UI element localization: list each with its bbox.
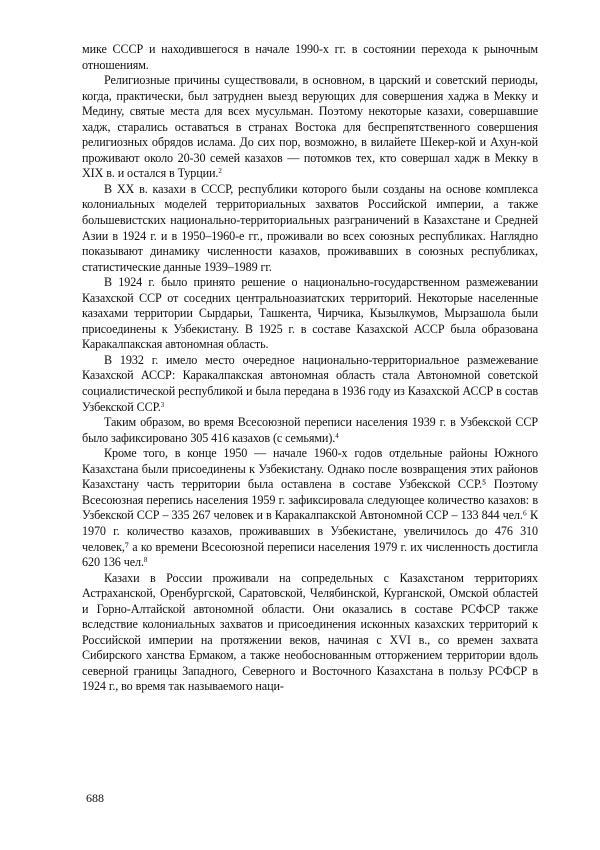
paragraph: Кроме того, в конце 1950 — начале 1960-х годов отдельные районы Южного Казахстана были присоединены к Узбекистану. Однако после возвращения этих районов Казахстану часть территории была оставлена в составе Узбекской ССР.⁵ Поэтому Всесоюзная перепись населения 1959 г. зафиксировала следующее количество казахов: в Узбекской ССР – 335 267 человек и в Каракалпакской Автономной ССР – 133 844 чел.⁶ К 1970 г. количество казахов, проживавших в Узбекистане, увеличилось до 476 310 человек,⁷ а ко времени Всесоюзной переписи населения 1979 г. их численность достигла 620 136 чел.$^8$ xyxy=(82,446,538,570)
paragraph: Религиозные причины существовали, в основном, в царский и советский периоды, когда, практически, был затруднен выезд верующих для совершения хаджа в Мекку и Медину, святые места для всех мусульман. Поэтому некоторые казахи, совершавшие хадж, старались оставаться в странах Востока для беспрепятственного совершения религиозных обрядов ислама. До сих пор, возможно, в вилайете Шекер-кой и Ахун-кой проживают около 20-30 семей казахов — потомков тех, кто совершал хадж в Мекку в XIX в. и остался в Турции.$^2$ xyxy=(82,73,538,181)
paragraph: В XX в. казахи в СССР, республики которого были созданы на основе комплекса колониальных моделей территориальных захватов Российской империи, а также большевистских национально-территориальных разграничений в Казахстане и Средней Азии в 1924 г. и в 1950–1960-е гг., проживали во всех союзных республиках. Наглядно показывают динамику численности казахов, проживавших в союзных республиках, статистические данные 1939–1989 гг. xyxy=(82,181,538,274)
footnote-ref: 3 xyxy=(160,400,165,409)
paragraph: мике СССР и находившегося в начале 1990-х гг. в состоянии перехода к рыночным отношениям. xyxy=(82,42,538,72)
paragraph: Казахи в России проживали на сопредельных с Казахстаном территориях Астраханской, Оренбургской, Саратовской, Челябинской, Курганской, Омской областей и Горно-Алтайской автономной области. Они оказались в составе РСФСР также вследствие колониальных захватов и присоединения исконных казахских территорий к Российской империи на протяжении веков, начиная с XVI в., со времен захвата Сибирского ханства Ермаком, а также необоснованным отторжением территории вдоль северной границы Западного, Северного и Восточного Казахстана в пользу РСФСР в 1924 г., во время так называемого наци- xyxy=(82,570,538,694)
footnote-ref: 8 xyxy=(143,556,148,565)
page-number: 688 xyxy=(86,791,104,805)
paragraph: Таким образом, во время Всесоюзной переписи населения 1939 г. в Узбекской ССР было зафиксировано 305 416 казахов (с семьями).$^4$ xyxy=(82,415,538,445)
paragraph: В 1932 г. имело место очередное национально-территориальное размежевание Казахской АССР: Каракалпакская автономная область стала Автономной советской социалистической республикой и была передана в 1936 году из Казахской АССР в состав Узбекской ССР.$^3$ xyxy=(82,352,538,414)
paragraph: В 1924 г. было принято решение о национально-государственном размежевании Казахской ССР от соседних центральноазиатских территорий. Некоторые населенные казахами территории Сырдарьи, Ташкента, Чирчика, Кызылкумов, Мырзашола были присоединены к Узбекистану. В 1925 г. в составе Казахской АССР была образована Каракалпакская автономная область. xyxy=(82,275,538,352)
footnote-ref: 4 xyxy=(335,431,339,440)
body-text xyxy=(82,42,538,695)
footnote-ref: 2 xyxy=(218,167,222,176)
